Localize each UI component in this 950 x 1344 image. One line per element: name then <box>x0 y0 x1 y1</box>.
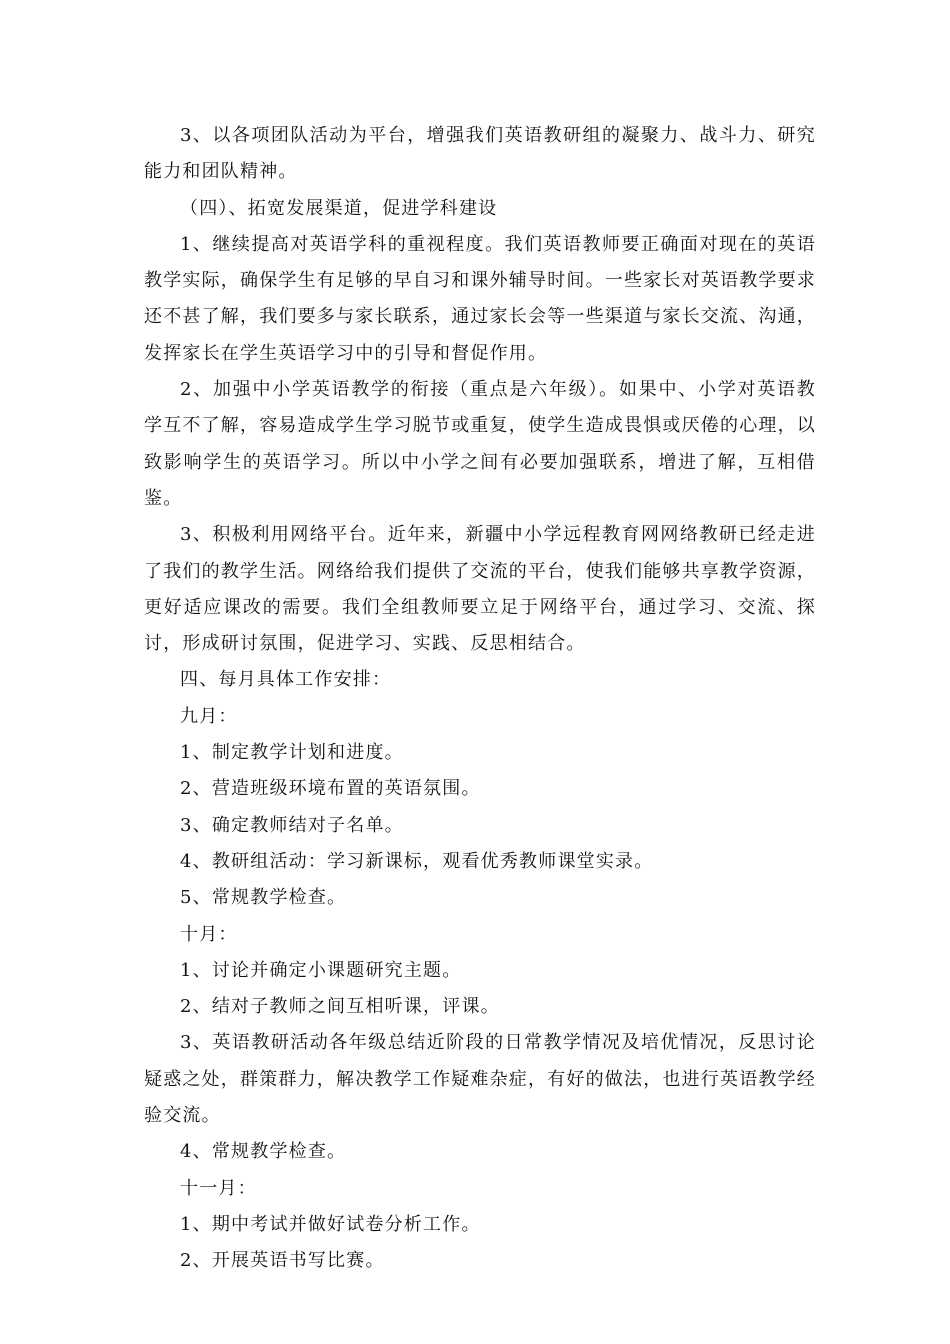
list-item: 3、确定教师结对子名单。 <box>180 814 404 836</box>
paragraph-school-connection: 2、加强中小学英语教学的衔接（重点是六年级）。如果中、小学对英语教学互不了解，容易造成学生学习脱节或重复，使学生造成畏惧或厌倦的心理，以致影响学生的英语学习。所以中小学之间有必要加强联系，增进了解，互相借鉴。 <box>144 379 816 509</box>
list-item: 4、教研组活动：学习新课标，观看优秀教师课堂实录。 <box>180 850 654 872</box>
paragraph-network-platform: 3、积极利用网络平台。近年来，新疆中小学远程教育网网络教研已经走进了我们的教学生活。网络给我们提供了交流的平台，使我们能够共享教学资源，更好适应课改的需要。我们全组教师要立足于网络平台，通过学习、交流、探讨，形成研讨氛围，促进学习、实践、反思相结合。 <box>144 524 816 655</box>
section-heading-4: （四）、拓宽发展渠道，促进学科建设 <box>180 197 498 219</box>
list-item: 2、开展英语书写比赛。 <box>180 1250 385 1272</box>
month-heading-september: 九月： <box>180 705 238 727</box>
list-item: 1、讨论并确定小课题研究主题。 <box>180 959 462 981</box>
list-item: 5、常规教学检查。 <box>180 887 347 909</box>
paragraph-subject-importance: 1、继续提高对英语学科的重视程度。我们英语教师要正确面对现在的英语教学实际，确保学生有足够的早自习和课外辅导时间。一些家长对英语教学要求还不甚了解，我们要多与家长联系，通过家长会等一些渠道与家长交流、沟通，发挥家长在学生英语学习中的引导和督促作用。 <box>144 233 816 364</box>
list-item: 4、常规教学检查。 <box>180 1141 347 1163</box>
list-item: 3、英语教研活动各年级总结近阶段的日常教学情况及培优情况，反思讨论疑惑之处，群策群力，解决教学工作疑难杂症，有好的做法，也进行英语教学经验交流。 <box>144 1032 816 1127</box>
month-heading-october: 十月： <box>180 923 238 945</box>
list-item: 2、结对子教师之间互相听课，评课。 <box>180 996 500 1018</box>
list-item: 1、制定教学计划和进度。 <box>180 742 404 764</box>
list-item: 1、期中考试并做好试卷分析工作。 <box>180 1213 481 1235</box>
paragraph-team-activities: 3、以各项团队活动为平台，增强我们英语教研组的凝聚力、战斗力、研究能力和团队精神。 <box>144 125 816 183</box>
list-item: 2、营造班级环境布置的英语氛围。 <box>180 778 481 800</box>
month-heading-november: 十一月： <box>180 1177 257 1199</box>
section-heading-monthly-plan: 四、每月具体工作安排： <box>180 669 392 691</box>
document-body <box>144 118 816 1280</box>
